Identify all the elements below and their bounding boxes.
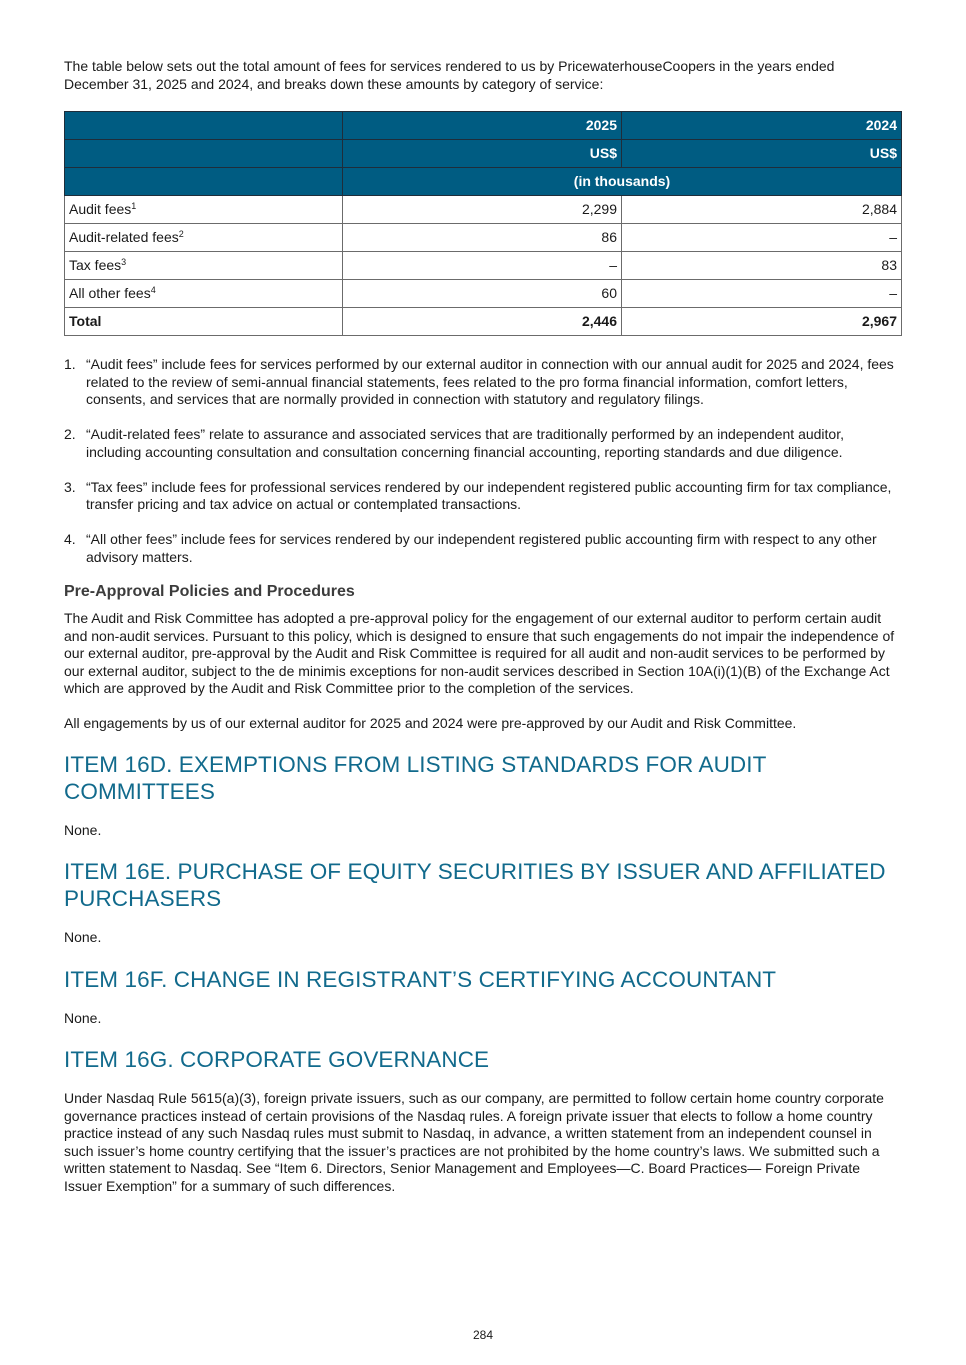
- footnote-ref: 4: [150, 284, 156, 295]
- value-2025: 86: [343, 224, 622, 252]
- header-empty-cell: [65, 140, 343, 168]
- header-year-2024: 2024: [622, 112, 902, 140]
- footnote-number: 2.: [64, 426, 76, 442]
- footnote-text: “Audit-related fees” relate to assurance and associated services that are traditionally performed by an independent auditor, including accounting consultation and consultation concerning financial accounting, reporting standards and due diligence.: [86, 426, 844, 460]
- item-16d-heading: ITEM 16D. EXEMPTIONS FROM LISTING STANDARDS FOR AUDIT COMMITTEES: [64, 751, 767, 804]
- header-row-currency: [65, 140, 902, 168]
- item-16e-heading: ITEM 16E. PURCHASE OF EQUITY SECURITIES BY ISSUER AND AFFILIATED PURCHASERS: [64, 859, 886, 911]
- total-2024: 2,967: [622, 308, 902, 336]
- footnote-item: [64, 426, 902, 461]
- value-2024: –: [622, 224, 902, 252]
- header-year-2025: 2025: [343, 112, 622, 140]
- total-label: Total: [65, 308, 343, 336]
- pre-approval-statement: All engagements by us of our external auditor for 2025 and 2024 were pre-approved by our Audit and Risk Committee.: [64, 715, 797, 731]
- value-2025: 2,299: [343, 196, 622, 224]
- footnote-number: 1.: [64, 356, 76, 372]
- footnote-item: [64, 356, 902, 409]
- footnote-text: “Audit fees” include fees for services performed by our external auditor in connection with our annual audit for 2025 and 2024, fees related to the review of semi-annual financial statements, fees related to the pro forma financial information, comfort letters, consents, and services that are normally provided in connection with statutory and regulatory filings.: [86, 356, 894, 407]
- header-row-years: [65, 112, 902, 140]
- value-2024: 83: [622, 252, 902, 280]
- fees-table: [64, 111, 902, 336]
- table-row: [65, 252, 902, 280]
- intro-paragraph: The table below sets out the total amount of fees for services rendered to us by PricewaterhouseCoopers in the years ended December 31, 2025 and 2024, and breaks down these amounts by category of service:: [64, 58, 835, 92]
- item-16g-body: Under Nasdaq Rule 5615(a)(3), foreign private issuers, such as our company, are permitted to follow certain home country corporate governance practices instead of certain provisions of the Nasdaq rules. A foreign private issuer that elects to follow a home country practice instead of any such Nasdaq rules must submit to Nasdaq, in advance, a written statement from an independent counsel in such issuer’s home country certifying that the issuer’s practices are not prohibited by the home country’s laws. We submitted such a written statement to Nasdaq. See “Item 6. Directors, Senior Management and Employees—C. Board Practices— Foreign Private Issuer Exemption” for a summary of such differences.: [64, 1090, 884, 1194]
- footnote-number: 3.: [64, 478, 76, 495]
- item-16d-body: None.: [64, 821, 102, 838]
- document-page: [64, 58, 902, 1195]
- table-row: [65, 196, 902, 224]
- row-label: Tax fees$^3$: [65, 252, 343, 280]
- value-2025: –: [343, 252, 622, 280]
- header-empty-cell: [65, 112, 343, 140]
- total-2025: 2,446: [343, 308, 622, 336]
- footnote-ref: 2: [178, 228, 184, 239]
- value-2024: –: [622, 280, 902, 308]
- row-label: Audit-related fees$^2$: [65, 224, 343, 252]
- item-16f-body: None.: [64, 1009, 102, 1026]
- header-empty-cell: [65, 168, 343, 196]
- item-16f-heading: ITEM 16F. CHANGE IN REGISTRANT’S CERTIFYING ACCOUNTANT: [64, 966, 777, 992]
- footnote-number: 4.: [64, 531, 76, 547]
- footnote-ref: 3: [121, 256, 127, 267]
- footnote-ref: 1: [131, 200, 137, 211]
- footnote-item: [64, 479, 902, 514]
- table-row: [65, 224, 902, 252]
- value-2025: 60: [343, 280, 622, 308]
- total-row: [65, 308, 902, 336]
- header-unit: (in thousands): [343, 168, 902, 196]
- header-currency-2024: US$: [622, 140, 902, 168]
- footnote-text: “Tax fees” include fees for professional services rendered by our independent registered public accounting firm for tax compliance, transfer pricing and tax advice on actual or contemplated transactions.: [86, 478, 892, 512]
- pre-approval-heading: Pre-Approval Policies and Procedures: [64, 583, 355, 600]
- table-row: [65, 280, 902, 308]
- page-number: 284: [472, 1328, 494, 1342]
- header-currency-2025: US$: [343, 140, 622, 168]
- item-16g-heading: ITEM 16G. CORPORATE GOVERNANCE: [64, 1047, 490, 1072]
- footnotes-list: [64, 356, 902, 566]
- pre-approval-paragraph: The Audit and Risk Committee has adopted a pre-approval policy for the engagement of our external auditor to perform certain audit and non-audit services. Pursuant to this policy, which is designed to ensure that such engagements do not impair the independence of our external auditor, pre-approval by the Audit and Risk Committee is required for all audit and non-audit services to be performed by our external auditor, subject to the de minimis exceptions for non-audit services described in Section 10A(i)(1)(B) of the Exchange Act which are approved by the Audit and Risk Committee prior to the completion of the services.: [64, 610, 895, 696]
- item-16e-body: None.: [64, 929, 102, 945]
- header-row-unit: [65, 168, 902, 196]
- row-label: Audit fees$^1$: [65, 196, 343, 224]
- footnote-item: [64, 531, 902, 566]
- value-2024: 2,884: [622, 196, 902, 224]
- footnote-text: “All other fees” include fees for services rendered by our independent registered public accounting firm with respect to any other advisory matters.: [86, 531, 877, 565]
- row-label: All other fees$^4$: [65, 280, 343, 308]
